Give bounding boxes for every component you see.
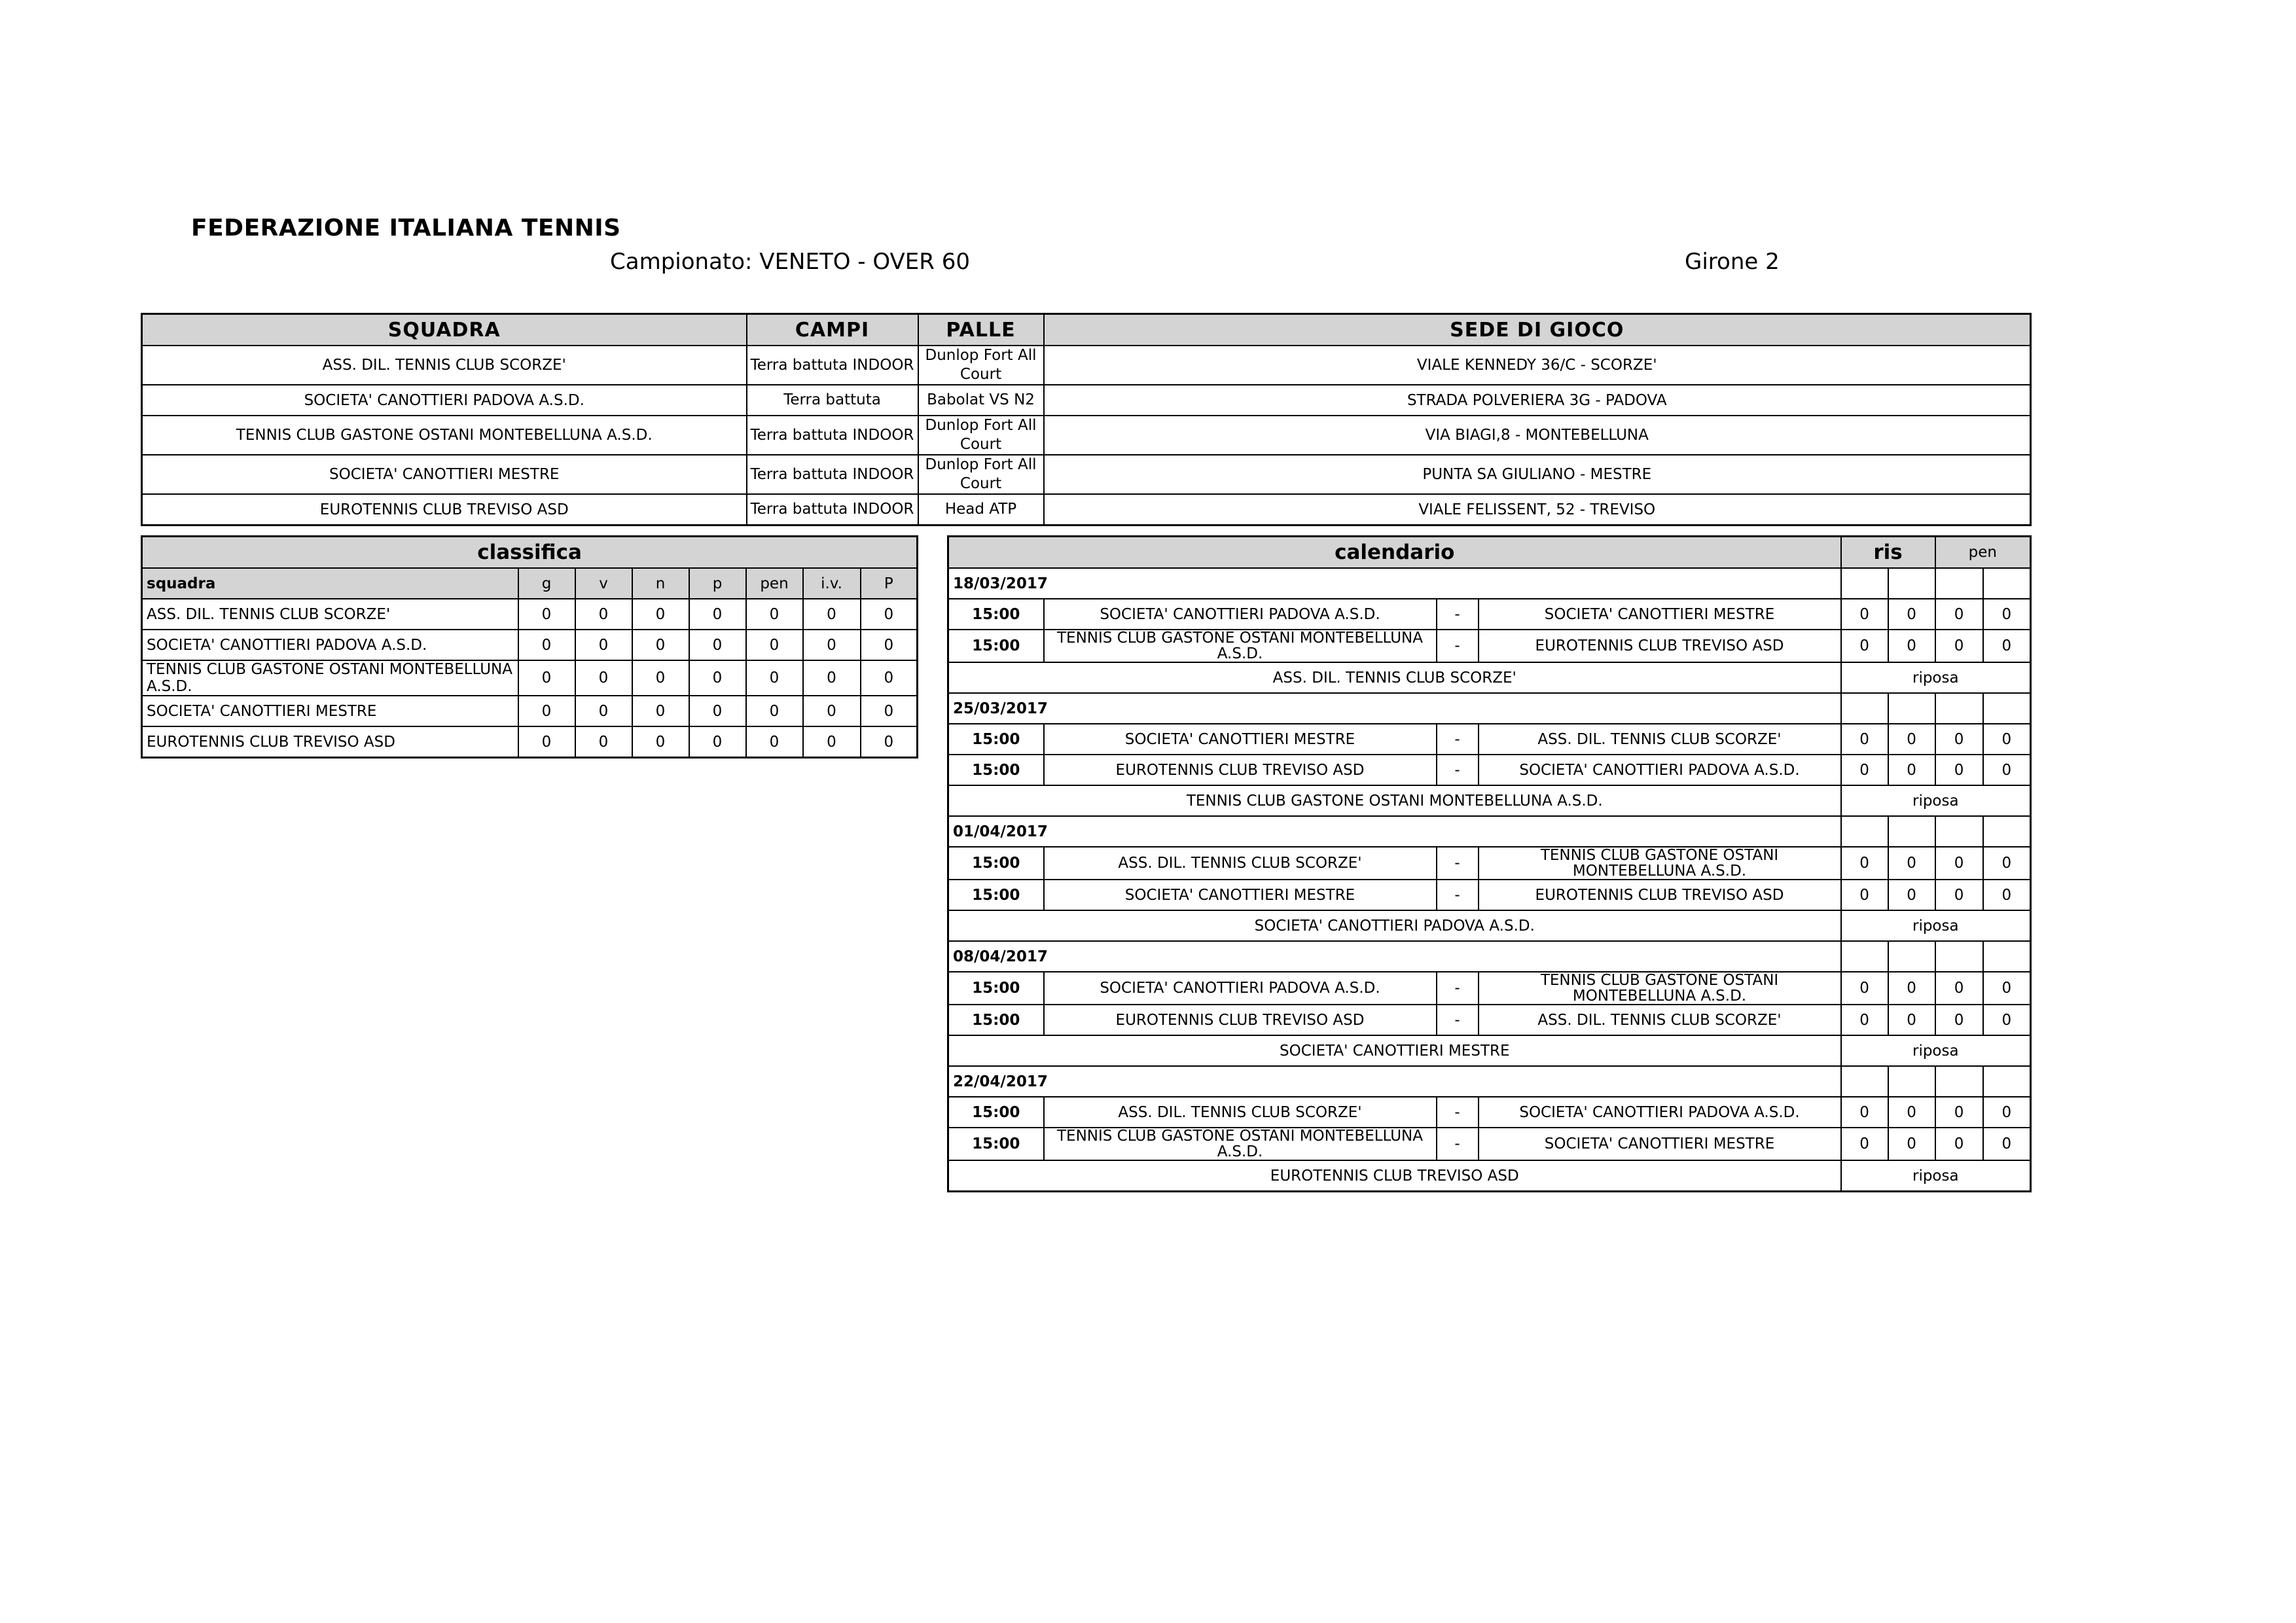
round-date-row	[948, 568, 2031, 599]
round-date: 01/04/2017	[948, 816, 1841, 847]
vs-separator: -	[1437, 1005, 1479, 1035]
result-away: 0	[1888, 1005, 1935, 1035]
rest-row	[948, 1035, 2031, 1066]
table-row	[142, 455, 2031, 494]
vs-separator: -	[1437, 1128, 1479, 1160]
round-date: 18/03/2017	[948, 568, 1841, 599]
stat-pen: 0	[746, 660, 803, 696]
penalty-home: 0	[1935, 1005, 1983, 1035]
stat-n: 0	[632, 726, 689, 758]
stat-v: 0	[575, 630, 632, 660]
ball-type: Dunlop Fort All Court	[918, 455, 1044, 494]
table-row	[142, 494, 2031, 526]
stat-p: 0	[689, 660, 746, 696]
header-sede: SEDE DI GIOCO	[1044, 314, 2031, 346]
stat-points: 0	[861, 599, 918, 630]
court-type: Terra battuta INDOOR	[747, 416, 918, 455]
rest-team: ASS. DIL. TENNIS CLUB SCORZE'	[948, 662, 1841, 693]
stat-n: 0	[632, 599, 689, 630]
match-row	[948, 599, 2031, 630]
result-away: 0	[1888, 755, 1935, 785]
group-label: Girone 2	[1685, 249, 1780, 275]
result-home: 0	[1841, 1005, 1888, 1035]
result-home: 0	[1841, 880, 1888, 910]
penalty-away: 0	[1983, 972, 2031, 1005]
match-row	[948, 1005, 2031, 1035]
penalty-away: 0	[1983, 847, 2031, 880]
venue: VIA BIAGI,8 - MONTEBELLUNA	[1044, 416, 2031, 455]
ball-type: Dunlop Fort All Court	[918, 346, 1044, 385]
penalty-home: 0	[1935, 630, 1983, 662]
ris-header: ris	[1841, 537, 1935, 569]
round-date-row	[948, 693, 2031, 724]
vs-separator: -	[1437, 630, 1479, 662]
result-home: 0	[1841, 1097, 1888, 1128]
table-row	[142, 630, 918, 660]
away-team: TENNIS CLUB GASTONE OSTANI MONTEBELLUNA A.S.D.	[1479, 847, 1841, 880]
rest-row	[948, 785, 2031, 816]
stat-iv: 0	[803, 726, 861, 758]
penalty-home: 0	[1935, 599, 1983, 630]
standings-team: TENNIS CLUB GASTONE OSTANI MONTEBELLUNA A.S.D.	[142, 660, 518, 696]
ball-type: Dunlop Fort All Court	[918, 416, 1044, 455]
calendar-header-row	[948, 537, 2031, 569]
rest-label: riposa	[1841, 910, 2031, 941]
result-home: 0	[1841, 972, 1888, 1005]
stat-pen: 0	[746, 696, 803, 726]
stat-v: 0	[575, 599, 632, 630]
penalty-away: 0	[1983, 1128, 2031, 1160]
away-team: TENNIS CLUB GASTONE OSTANI MONTEBELLUNA A.S.D.	[1479, 972, 1841, 1005]
home-team: EUROTENNIS CLUB TREVISO ASD	[1044, 755, 1437, 785]
result-away: 0	[1888, 1128, 1935, 1160]
match-row	[948, 880, 2031, 910]
penalty-home: 0	[1935, 880, 1983, 910]
court-type: Terra battuta	[747, 385, 918, 416]
match-time: 15:00	[948, 755, 1044, 785]
match-time: 15:00	[948, 724, 1044, 755]
court-type: Terra battuta INDOOR	[747, 346, 918, 385]
round-date-row	[948, 1066, 2031, 1097]
stat-p: 0	[689, 726, 746, 758]
match-time: 15:00	[948, 630, 1044, 662]
away-team: EUROTENNIS CLUB TREVISO ASD	[1479, 630, 1841, 662]
penalty-home: 0	[1935, 972, 1983, 1005]
away-team: SOCIETA' CANOTTIERI MESTRE	[1479, 1128, 1841, 1160]
home-team: SOCIETA' CANOTTIERI MESTRE	[1044, 724, 1437, 755]
col-v: v	[575, 568, 632, 599]
stat-v: 0	[575, 696, 632, 726]
match-time: 15:00	[948, 880, 1044, 910]
result-home: 0	[1841, 630, 1888, 662]
team-name: ASS. DIL. TENNIS CLUB SCORZE'	[142, 346, 747, 385]
stat-points: 0	[861, 696, 918, 726]
venue: VIALE KENNEDY 36/C - SCORZE'	[1044, 346, 2031, 385]
venue: VIALE FELISSENT, 52 - TREVISO	[1044, 494, 2031, 526]
round-date: 25/03/2017	[948, 693, 1841, 724]
home-team: TENNIS CLUB GASTONE OSTANI MONTEBELLUNA A.S.D.	[1044, 1128, 1437, 1160]
vs-separator: -	[1437, 972, 1479, 1005]
match-row	[948, 724, 2031, 755]
col-p: p	[689, 568, 746, 599]
result-away: 0	[1888, 880, 1935, 910]
court-type: Terra battuta INDOOR	[747, 494, 918, 526]
teams-table	[141, 313, 2032, 526]
vs-separator: -	[1437, 599, 1479, 630]
stat-points: 0	[861, 630, 918, 660]
standings-title: classifica	[142, 537, 918, 569]
stat-v: 0	[575, 726, 632, 758]
vs-separator: -	[1437, 880, 1479, 910]
rest-label: riposa	[1841, 1035, 2031, 1066]
match-time: 15:00	[948, 847, 1044, 880]
table-row	[142, 599, 918, 630]
standings-table	[141, 535, 918, 758]
rest-team: SOCIETA' CANOTTIERI PADOVA A.S.D.	[948, 910, 1841, 941]
rest-row	[948, 662, 2031, 693]
rest-team: EUROTENNIS CLUB TREVISO ASD	[948, 1160, 1841, 1192]
ball-type: Babolat VS N2	[918, 385, 1044, 416]
away-team: SOCIETA' CANOTTIERI PADOVA A.S.D.	[1479, 1097, 1841, 1128]
standings-team: SOCIETA' CANOTTIERI PADOVA A.S.D.	[142, 630, 518, 660]
penalty-away: 0	[1983, 755, 2031, 785]
page-title: FEDERAZIONE ITALIANA TENNIS	[191, 215, 621, 241]
table-row	[142, 416, 2031, 455]
team-name: TENNIS CLUB GASTONE OSTANI MONTEBELLUNA A.S.D.	[142, 416, 747, 455]
penalty-away: 0	[1983, 599, 2031, 630]
away-team: ASS. DIL. TENNIS CLUB SCORZE'	[1479, 1005, 1841, 1035]
stat-p: 0	[689, 599, 746, 630]
vs-separator: -	[1437, 847, 1479, 880]
match-row	[948, 847, 2031, 880]
team-name: SOCIETA' CANOTTIERI PADOVA A.S.D.	[142, 385, 747, 416]
match-row	[948, 972, 2031, 1005]
away-team: ASS. DIL. TENNIS CLUB SCORZE'	[1479, 724, 1841, 755]
result-away: 0	[1888, 847, 1935, 880]
result-away: 0	[1888, 1097, 1935, 1128]
stat-g: 0	[518, 630, 575, 660]
table-row	[142, 726, 918, 758]
championship-label: Campionato: VENETO - OVER 60	[610, 249, 970, 275]
home-team: TENNIS CLUB GASTONE OSTANI MONTEBELLUNA A.S.D.	[1044, 630, 1437, 662]
vs-separator: -	[1437, 724, 1479, 755]
match-row	[948, 1128, 2031, 1160]
rest-row	[948, 1160, 2031, 1192]
standings-team: ASS. DIL. TENNIS CLUB SCORZE'	[142, 599, 518, 630]
stat-points: 0	[861, 726, 918, 758]
penalty-away: 0	[1983, 1005, 2031, 1035]
stat-n: 0	[632, 660, 689, 696]
result-home: 0	[1841, 847, 1888, 880]
header-squadra: SQUADRA	[142, 314, 747, 346]
stat-pen: 0	[746, 726, 803, 758]
penalty-home: 0	[1935, 755, 1983, 785]
result-away: 0	[1888, 630, 1935, 662]
match-time: 15:00	[948, 599, 1044, 630]
teams-header-row	[142, 314, 2031, 346]
round-date-row	[948, 941, 2031, 972]
match-time: 15:00	[948, 1005, 1044, 1035]
stat-p: 0	[689, 630, 746, 660]
stat-n: 0	[632, 630, 689, 660]
home-team: ASS. DIL. TENNIS CLUB SCORZE'	[1044, 847, 1437, 880]
stat-p: 0	[689, 696, 746, 726]
col-points: P	[861, 568, 918, 599]
penalty-away: 0	[1983, 630, 2031, 662]
table-row	[142, 346, 2031, 385]
stat-v: 0	[575, 660, 632, 696]
calendar-table	[947, 535, 2032, 1192]
away-team: EUROTENNIS CLUB TREVISO ASD	[1479, 880, 1841, 910]
header-palle: PALLE	[918, 314, 1044, 346]
standings-team: EUROTENNIS CLUB TREVISO ASD	[142, 726, 518, 758]
court-type: Terra battuta INDOOR	[747, 455, 918, 494]
round-date: 08/04/2017	[948, 941, 1841, 972]
table-row	[142, 385, 2031, 416]
table-row	[142, 696, 918, 726]
rest-label: riposa	[1841, 785, 2031, 816]
home-team: ASS. DIL. TENNIS CLUB SCORZE'	[1044, 1097, 1437, 1128]
stat-iv: 0	[803, 630, 861, 660]
home-team: SOCIETA' CANOTTIERI PADOVA A.S.D.	[1044, 972, 1437, 1005]
match-time: 15:00	[948, 1128, 1044, 1160]
penalty-away: 0	[1983, 724, 2031, 755]
stat-g: 0	[518, 599, 575, 630]
stat-pen: 0	[746, 630, 803, 660]
result-away: 0	[1888, 599, 1935, 630]
col-n: n	[632, 568, 689, 599]
ball-type: Head ATP	[918, 494, 1044, 526]
away-team: SOCIETA' CANOTTIERI MESTRE	[1479, 599, 1841, 630]
stat-iv: 0	[803, 599, 861, 630]
rest-row	[948, 910, 2031, 941]
col-squadra: squadra	[142, 568, 518, 599]
match-row	[948, 1097, 2031, 1128]
penalty-away: 0	[1983, 880, 2031, 910]
match-time: 15:00	[948, 1097, 1044, 1128]
match-row	[948, 755, 2031, 785]
header-campi: CAMPI	[747, 314, 918, 346]
venue: STRADA POLVERIERA 3G - PADOVA	[1044, 385, 2031, 416]
round-date-row	[948, 816, 2031, 847]
stat-n: 0	[632, 696, 689, 726]
standings-team: SOCIETA' CANOTTIERI MESTRE	[142, 696, 518, 726]
vs-separator: -	[1437, 755, 1479, 785]
result-home: 0	[1841, 1128, 1888, 1160]
match-row	[948, 630, 2031, 662]
penalty-away: 0	[1983, 1097, 2031, 1128]
table-row	[142, 660, 918, 696]
rest-team: SOCIETA' CANOTTIERI MESTRE	[948, 1035, 1841, 1066]
penalty-home: 0	[1935, 847, 1983, 880]
team-name: SOCIETA' CANOTTIERI MESTRE	[142, 455, 747, 494]
stat-pen: 0	[746, 599, 803, 630]
home-team: SOCIETA' CANOTTIERI MESTRE	[1044, 880, 1437, 910]
stat-iv: 0	[803, 696, 861, 726]
result-home: 0	[1841, 724, 1888, 755]
rest-label: riposa	[1841, 1160, 2031, 1192]
standings-header-row	[142, 568, 918, 599]
result-home: 0	[1841, 755, 1888, 785]
penalty-home: 0	[1935, 1097, 1983, 1128]
result-away: 0	[1888, 972, 1935, 1005]
away-team: SOCIETA' CANOTTIERI PADOVA A.S.D.	[1479, 755, 1841, 785]
rest-label: riposa	[1841, 662, 2031, 693]
match-time: 15:00	[948, 972, 1044, 1005]
venue: PUNTA SA GIULIANO - MESTRE	[1044, 455, 2031, 494]
col-g: g	[518, 568, 575, 599]
home-team: EUROTENNIS CLUB TREVISO ASD	[1044, 1005, 1437, 1035]
stat-g: 0	[518, 726, 575, 758]
stat-points: 0	[861, 660, 918, 696]
stat-g: 0	[518, 660, 575, 696]
result-away: 0	[1888, 724, 1935, 755]
col-iv: i.v.	[803, 568, 861, 599]
stat-iv: 0	[803, 660, 861, 696]
calendar-title: calendario	[948, 537, 1841, 569]
col-pen: pen	[746, 568, 803, 599]
penalty-home: 0	[1935, 1128, 1983, 1160]
rest-team: TENNIS CLUB GASTONE OSTANI MONTEBELLUNA A.S.D.	[948, 785, 1841, 816]
stat-g: 0	[518, 696, 575, 726]
penalty-home: 0	[1935, 724, 1983, 755]
home-team: SOCIETA' CANOTTIERI PADOVA A.S.D.	[1044, 599, 1437, 630]
pen-header: pen	[1935, 537, 2031, 569]
vs-separator: -	[1437, 1097, 1479, 1128]
round-date: 22/04/2017	[948, 1066, 1841, 1097]
result-home: 0	[1841, 599, 1888, 630]
team-name: EUROTENNIS CLUB TREVISO ASD	[142, 494, 747, 526]
